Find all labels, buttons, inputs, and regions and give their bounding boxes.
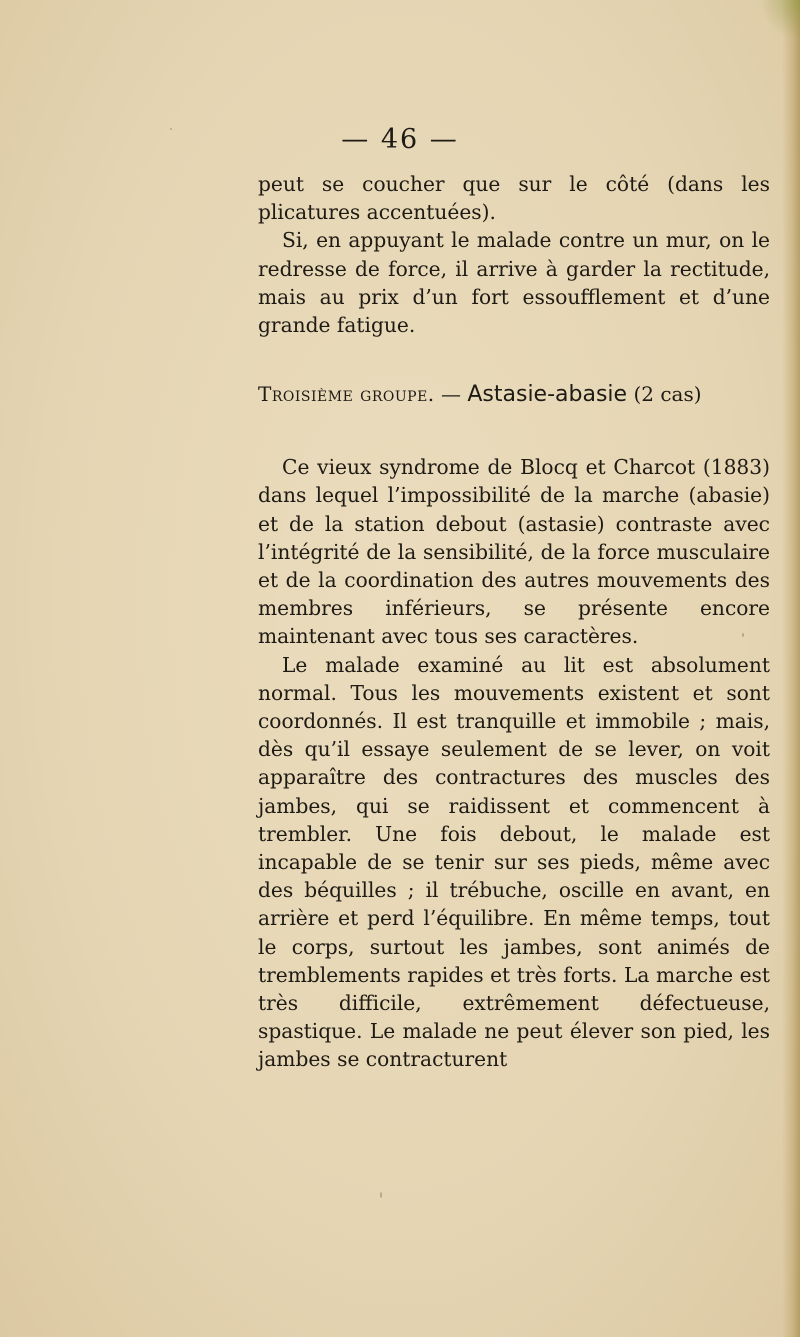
section-case-count: (2 cas) [633,382,702,407]
paper-speck [170,128,172,130]
body-text [258,170,770,1074]
paragraph: Ce vieux syndrome de Blocq et Charcot (1883) dans lequel l’impossibilité de la marche (abasie) et de la station debout (astasie) contraste avec l’intégrité de la sensibilité, de la force musculaire et de la coordination des autres mouvements des membres inférieurs, se présente encore maintenant avec tous ses caractères. [258,455,770,649]
heading-dash: — [441,382,461,407]
paragraph: Le malade examiné au lit est absolument normal. Tous les mouvements existent et sont coordonnés. Il est tranquille et immobile ; mais, dès qu’il essaye seulement de se lever, on voit apparaître des contractures des muscles des jambes, qui se raidissent et commencent à trembler. Une fois debout, le malade est incapable de se tenir sur ses pieds, même avec des béquilles ; il trébuche, oscille en avant, en arrière et perd l’équilibre. En même temps, tout le corps, surtout les jambes, sont animés de tremblements rapides et très forts. La marche est très difficile, extrêmement défectueuse, spastique. Le malade ne peut élever son pied, les jambes se contracturent [258,652,770,1072]
page-number: — 46 — [341,124,459,155]
paragraph: Si, en appuyant le malade contre un mur, on le redresse de force, il arrive à garder la rectitude, mais au prix d’un fort essoufflement et d’une grande fatigue. [258,228,770,338]
page-edge-shadow [782,0,800,1337]
section-title: Astasie-abasie [467,382,628,408]
page-corner-stain [760,0,800,40]
section-heading [258,380,770,409]
paper-speck [380,1192,382,1198]
section-group-label: Troisième groupe. [258,382,435,407]
paper-speck [742,633,744,637]
paragraph: peut se coucher que sur le côté (dans les plicatures accentuées). [258,172,770,225]
